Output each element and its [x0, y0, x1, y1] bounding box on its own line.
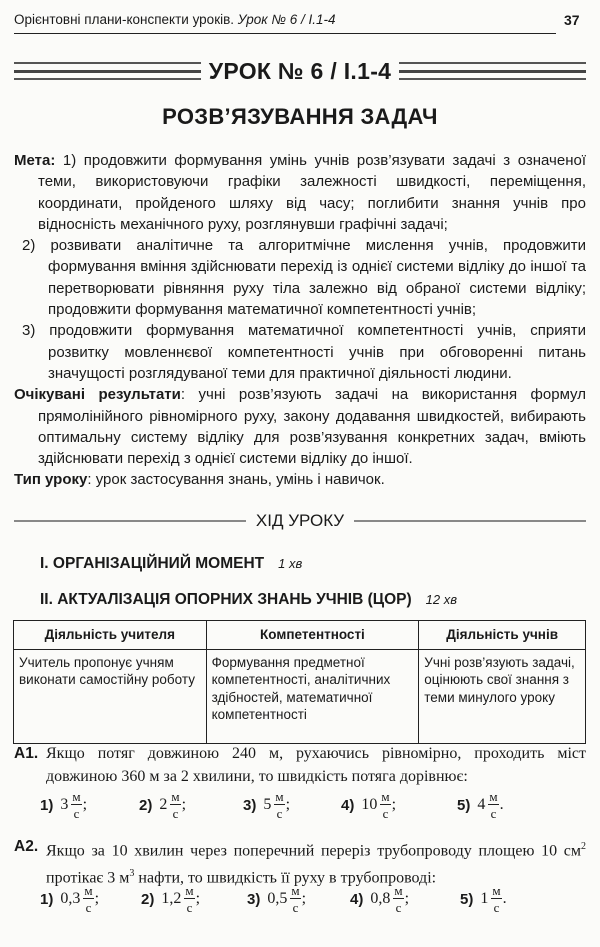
lesson-type-text: : урок застосування знань, умінь і навичок.	[87, 471, 385, 489]
divider	[14, 520, 246, 522]
unit-denominator: с	[186, 900, 193, 915]
unit-numerator: м	[171, 789, 180, 804]
divider	[354, 520, 586, 522]
column-header: Компетентності	[206, 621, 419, 650]
answer-value: 1	[480, 890, 489, 907]
answer-option	[141, 884, 200, 914]
answer-punct: .	[499, 796, 504, 813]
task-text-part: Якщо за 10 хвилин через поперечний переріз трубопроводу площею 10 см	[46, 842, 581, 860]
answer-key: 1)	[40, 890, 54, 908]
task-text	[14, 835, 586, 890]
table-cell: Формування предметної компетентності, аналітичних здібностей, математичної компетентності	[206, 649, 419, 743]
table-cell: Учитель пропонує учням виконати самостійну роботу	[14, 649, 207, 743]
unit-fraction	[184, 884, 194, 914]
banner-rule-left	[14, 62, 201, 80]
goal-text-3: 3) продовжити формування математичної компетентності учнів, сприяти розвитку мовленнєвої компетентності учнів при обговоренні питань значущості розглядуваної теми для практичної діяльності людини.	[22, 322, 586, 382]
expected-results	[14, 384, 586, 469]
answer-option	[457, 790, 504, 820]
unit-fraction	[380, 790, 390, 820]
answer-value: 0,8	[370, 890, 391, 907]
answer-option	[350, 884, 409, 914]
answer-punct: ;	[391, 796, 397, 813]
answer-value: 0,3	[60, 890, 81, 907]
progress-heading-text: ХІД УРОКУ	[255, 511, 345, 530]
page-number: 37	[564, 12, 580, 28]
table-cell: Учні розв’язують задачі, оцінюють свої знання з теми минулого уроку	[419, 649, 586, 743]
answer-key: 5)	[460, 890, 474, 908]
answer-option	[460, 884, 507, 914]
superscript: 2	[581, 841, 586, 852]
answer-punct: ;	[285, 796, 291, 813]
answer-punct: ;	[301, 890, 307, 907]
answer-option	[341, 790, 396, 820]
activity-table	[13, 620, 586, 744]
unit-denominator: с	[276, 806, 283, 821]
answer-option	[247, 884, 306, 914]
task-text-part: нафти, то швидкість її руху в трубопроводі:	[134, 869, 437, 887]
expected-text: : учні розв’язують задачі на використання формул прямолінійного рівномірного руху, закону додавання швидкостей, вибирають оптимальну систему відліку для розв’язування конкретних задач, вміють здійснювати перехід з однієї системи відліку до іншої.	[38, 386, 586, 468]
answer-value: 0,5	[267, 890, 288, 907]
answer-option	[243, 790, 290, 820]
stage-time: 12 хв	[425, 592, 457, 607]
goal-text-1: 1) продовжити формування умінь учнів розв’язувати задачі з означеної теми, використовуючи графіки залежності швидкості, переміщення, координати, пройденого шляху від часу; поглибити знання учнів про відносність механічного руху, розглянувши графічні задачі;	[38, 152, 586, 233]
answer-key: 2)	[141, 890, 155, 908]
unit-denominator: с	[382, 806, 389, 821]
answer-key: 2)	[139, 796, 153, 814]
goal-item-2	[14, 235, 586, 320]
unit-fraction	[491, 884, 501, 914]
answer-key: 3)	[243, 796, 257, 814]
unit-fraction	[71, 790, 81, 820]
lesson-type-label: Тип уроку	[14, 471, 88, 489]
unit-fraction	[170, 790, 180, 820]
unit-fraction	[274, 790, 284, 820]
unit-numerator: м	[381, 789, 390, 804]
topic-title: РОЗВ’ЯЗУВАННЯ ЗАДАЧ	[162, 104, 438, 129]
unit-numerator: м	[84, 883, 93, 898]
stage-title: II. АКТУАЛІЗАЦІЯ ОПОРНИХ ЗНАНЬ УЧНІВ (ЦОР)	[40, 591, 412, 608]
task-a2	[14, 835, 586, 890]
answer-value: 1,2	[161, 890, 182, 907]
superscript: 3	[129, 868, 135, 880]
lesson-banner	[14, 55, 586, 87]
answer-value: 5	[263, 796, 272, 813]
stage-actualization	[40, 591, 457, 609]
column-header: Діяльність учителя	[14, 621, 207, 650]
answer-punct: ;	[181, 796, 187, 813]
banner-rule-right	[399, 62, 586, 80]
answer-key: 5)	[457, 796, 471, 814]
answer-punct: ;	[404, 890, 410, 907]
unit-denominator: с	[73, 806, 80, 821]
unit-denominator: с	[493, 900, 500, 915]
expected-label: Очікувані результати	[14, 386, 181, 404]
answer-value: 3	[60, 796, 69, 813]
unit-numerator: м	[492, 883, 501, 898]
task-a1	[14, 742, 586, 788]
answer-option	[40, 884, 99, 914]
task-number: А2.	[14, 838, 39, 855]
goal-item-3	[14, 320, 586, 384]
answer-punct: ;	[94, 890, 100, 907]
unit-numerator: м	[275, 789, 284, 804]
running-head-text: Орієнтовні плани-конспекти уроків.	[14, 12, 235, 27]
running-head-lesson: Урок № 6 / I.1-4	[237, 12, 336, 27]
goals-label: Мета:	[14, 152, 56, 169]
goal-item-1	[14, 150, 586, 235]
stage-time: 1 хв	[278, 556, 303, 571]
answer-value: 10	[361, 796, 378, 813]
progress-heading	[14, 508, 586, 534]
lesson-type	[14, 469, 586, 490]
running-head	[14, 10, 556, 34]
answer-key: 4)	[341, 796, 355, 814]
answer-value: 4	[477, 796, 486, 813]
answer-option	[40, 790, 87, 820]
task-number: А1.	[14, 745, 39, 762]
column-header: Діяльність учнів	[419, 621, 586, 650]
answer-punct: .	[502, 890, 507, 907]
answer-key: 4)	[350, 890, 364, 908]
stage-organizational	[40, 555, 302, 573]
task-text: Якщо потяг довжиною 240 м, рухаючись рівномірно, проходить міст довжиною 360 м за 2 хвилини, то швидкість потяга дорівнює:	[46, 745, 586, 785]
unit-numerator: м	[72, 789, 81, 804]
unit-fraction	[290, 884, 300, 914]
stage-title: I. ОРГАНІЗАЦІЙНИЙ МОМЕНТ	[40, 555, 265, 572]
answer-punct: ;	[195, 890, 201, 907]
table-header-row	[14, 621, 586, 650]
lesson-title: УРОК № 6 / I.1-4	[208, 57, 392, 84]
unit-numerator: м	[489, 789, 498, 804]
answer-option	[139, 790, 186, 820]
answer-punct: ;	[82, 796, 88, 813]
unit-fraction	[488, 790, 498, 820]
unit-denominator: с	[85, 900, 92, 915]
task-text-part: протікає 3 м	[46, 869, 130, 887]
unit-denominator: с	[490, 806, 497, 821]
answer-key: 3)	[247, 890, 261, 908]
unit-numerator: м	[185, 883, 194, 898]
unit-denominator: с	[172, 806, 179, 821]
unit-numerator: м	[394, 883, 403, 898]
unit-denominator: с	[292, 900, 299, 915]
goal-text-2: 2) розвивати аналітичне та алгоритмічне мислення учнів, продовжити формування вміння здійснювати перехід із однієї системи відліку до іншої та перетворювати рівняння руху тіла залежно від обраної системи відліку; продовжити формування математичної компетентності учнів;	[22, 237, 586, 319]
unit-fraction	[83, 884, 93, 914]
table-row	[14, 649, 586, 743]
answer-key: 1)	[40, 796, 54, 814]
lesson-goals	[14, 150, 586, 491]
answer-value: 2	[159, 796, 168, 813]
unit-numerator: м	[291, 883, 300, 898]
unit-denominator: с	[395, 900, 402, 915]
unit-fraction	[393, 884, 403, 914]
